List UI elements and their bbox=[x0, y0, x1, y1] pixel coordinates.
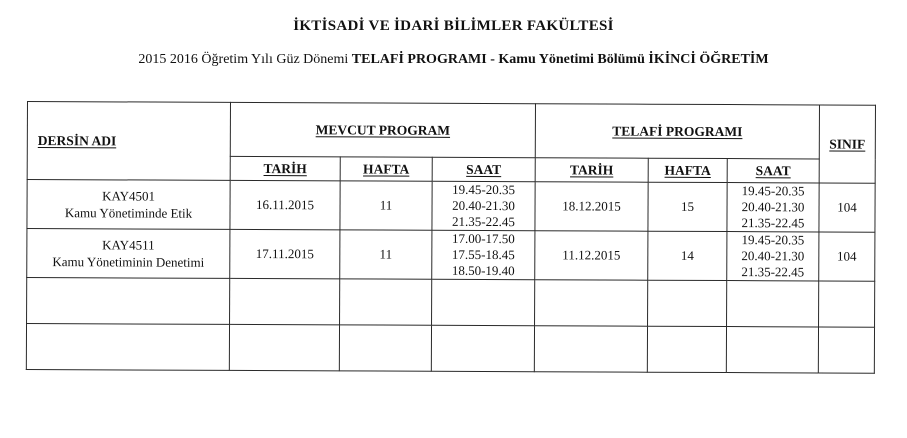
time-slot: 19.45-20.35 bbox=[741, 232, 805, 248]
current-week-header: HAFTA bbox=[340, 157, 432, 181]
empty-cell bbox=[648, 280, 727, 326]
time-slot: 19.45-20.35 bbox=[452, 181, 516, 198]
makeup-week-header: HAFTA bbox=[648, 158, 727, 182]
current-times bbox=[432, 230, 535, 279]
current-time-header: SAAT bbox=[432, 157, 535, 181]
empty-row bbox=[26, 324, 874, 374]
makeup-week: 14 bbox=[648, 231, 727, 280]
empty-cell bbox=[230, 278, 340, 324]
table-row bbox=[27, 180, 875, 233]
time-slot: 17.00-17.50 bbox=[451, 230, 515, 247]
room-number: 104 bbox=[819, 183, 875, 232]
time-slot: 18.50-19.40 bbox=[451, 262, 515, 279]
room-number: 104 bbox=[819, 232, 875, 281]
course-code: KAY4511 bbox=[102, 237, 155, 253]
makeup-date: 11.12.2015 bbox=[535, 231, 648, 280]
current-date-header: TARİH bbox=[230, 156, 340, 180]
current-week: 11 bbox=[340, 181, 432, 230]
time-slot: 20.40-21.30 bbox=[741, 248, 805, 264]
current-times bbox=[432, 181, 535, 230]
empty-cell bbox=[339, 325, 431, 371]
subtitle-program: TELAFİ PROGRAMI bbox=[351, 52, 487, 67]
makeup-date-header: TARİH bbox=[535, 158, 648, 182]
current-date: 16.11.2015 bbox=[230, 180, 340, 229]
time-slot: 20.40-21.30 bbox=[741, 199, 805, 215]
empty-row bbox=[27, 278, 875, 328]
header-row-groups bbox=[27, 102, 875, 160]
empty-cell bbox=[534, 326, 647, 372]
makeup-date: 18.12.2015 bbox=[535, 182, 648, 231]
course-cell bbox=[27, 229, 230, 279]
time-slot: 21.35-22.45 bbox=[741, 264, 805, 280]
faculty-title: İKTİSADİ VE İDARİ BİLİMLER FAKÜLTESİ bbox=[293, 18, 614, 34]
program-subtitle bbox=[0, 52, 907, 68]
course-cell bbox=[27, 180, 230, 230]
makeup-schedule-table bbox=[26, 101, 876, 374]
subtitle-department: Kamu Yönetimi Bölümü İKİNCİ ÖĞRETİM bbox=[498, 52, 769, 67]
course-name-header: DERSİN ADI bbox=[27, 102, 230, 181]
course-name: Kamu Yönetiminin Denetimi bbox=[52, 254, 205, 270]
time-slot: 21.35-22.45 bbox=[452, 213, 515, 230]
makeup-program-header: TELAFİ PROGRAMI bbox=[535, 104, 819, 159]
subtitle-term: 2015 2016 Öğretim Yılı Güz Dönemi bbox=[138, 52, 352, 67]
current-program-header: MEVCUT PROGRAM bbox=[230, 102, 535, 157]
empty-cell bbox=[535, 280, 648, 326]
makeup-times bbox=[727, 183, 819, 232]
course-code: KAY4501 bbox=[102, 188, 156, 204]
empty-cell bbox=[819, 281, 875, 327]
empty-cell bbox=[229, 324, 339, 370]
makeup-time-header: SAAT bbox=[727, 159, 819, 183]
time-slot: 17.55-18.45 bbox=[451, 246, 515, 263]
makeup-week: 15 bbox=[648, 182, 727, 231]
empty-cell bbox=[818, 327, 874, 373]
current-week: 11 bbox=[340, 230, 432, 279]
course-name: Kamu Yönetiminde Etik bbox=[64, 205, 193, 221]
time-slot: 21.35-22.45 bbox=[741, 215, 805, 231]
empty-cell bbox=[727, 281, 819, 327]
room-header: SINIF bbox=[819, 105, 875, 183]
empty-cell bbox=[431, 325, 534, 371]
empty-cell bbox=[647, 326, 726, 372]
time-slot: 20.40-21.30 bbox=[452, 197, 516, 214]
empty-cell bbox=[726, 327, 818, 373]
table-row bbox=[27, 229, 875, 282]
empty-cell bbox=[432, 279, 535, 325]
time-slot: 19.45-20.35 bbox=[741, 183, 805, 199]
empty-cell bbox=[26, 324, 229, 371]
empty-cell bbox=[340, 279, 432, 325]
makeup-times bbox=[727, 232, 819, 281]
empty-cell bbox=[27, 278, 230, 325]
current-date: 17.11.2015 bbox=[230, 229, 340, 278]
subtitle-separator: - bbox=[486, 52, 499, 67]
